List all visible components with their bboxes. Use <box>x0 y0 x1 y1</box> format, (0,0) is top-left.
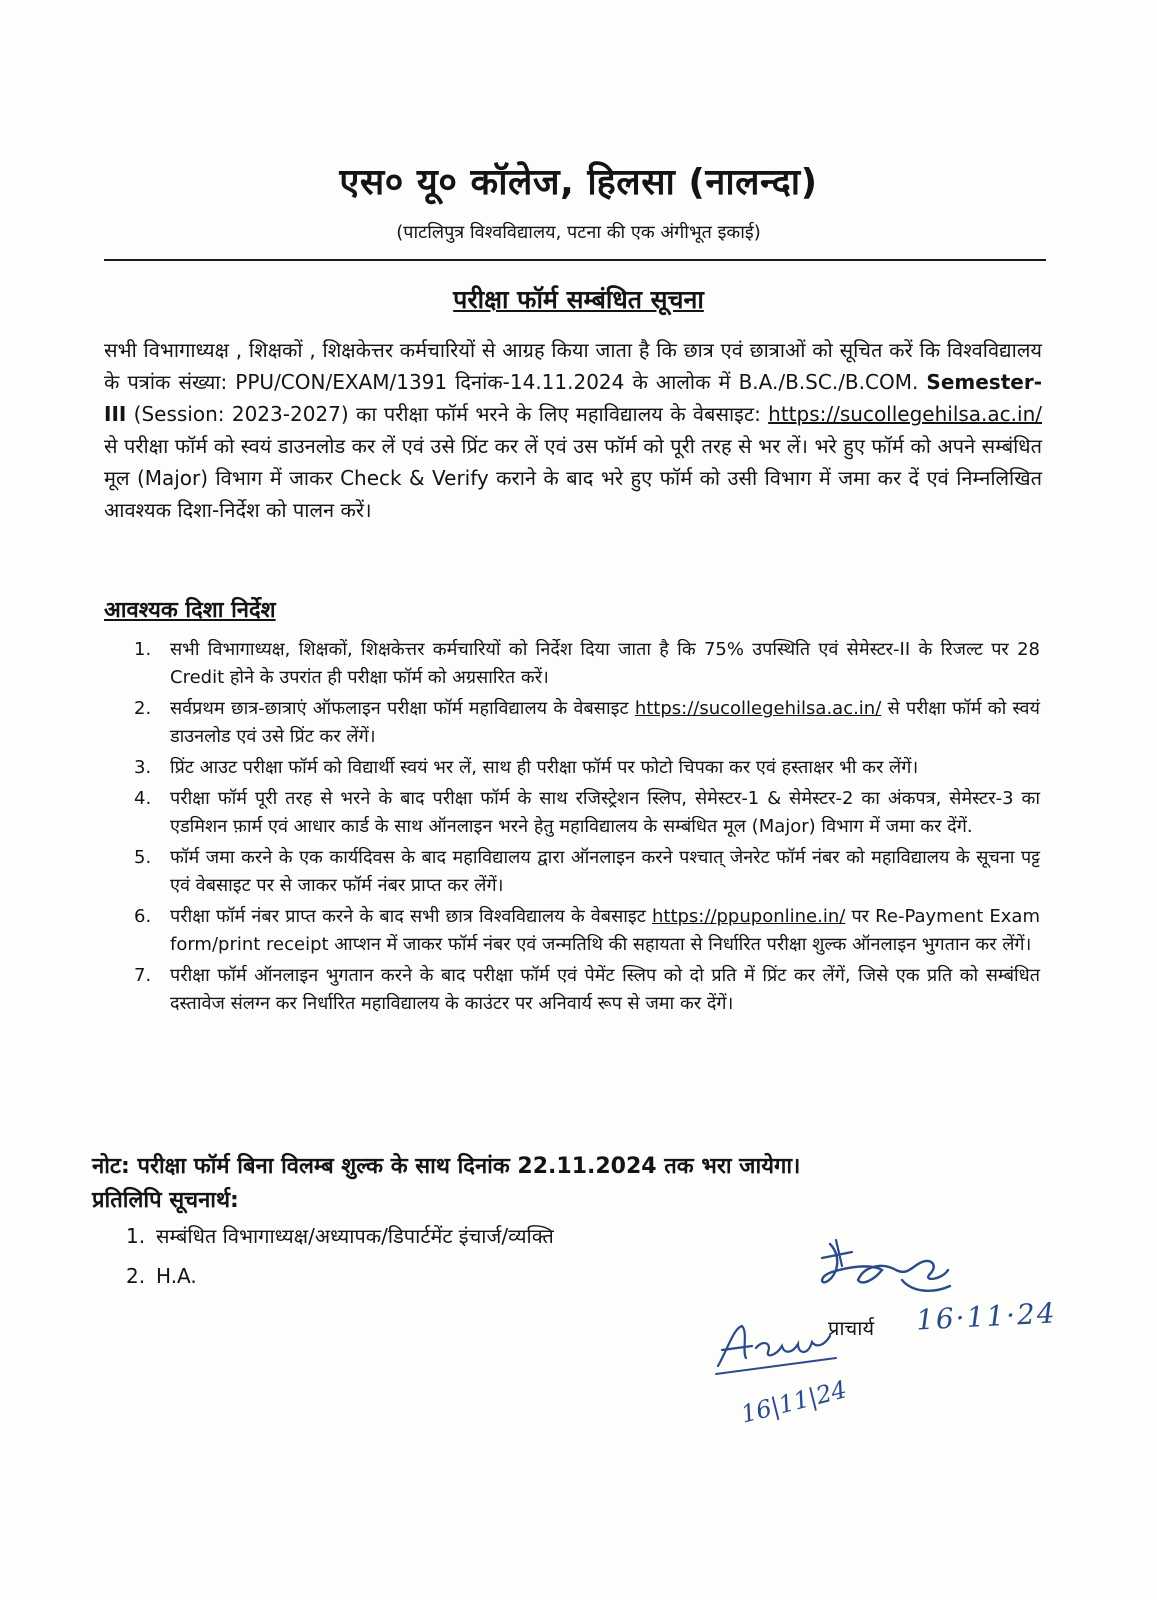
college-website-link[interactable]: https://sucollegehilsa.ac.in/ <box>634 698 882 719</box>
guideline-item <box>134 754 1040 782</box>
clerk-signature <box>712 1318 842 1378</box>
guideline-item <box>134 844 1040 900</box>
intro-semester: Semester-III <box>104 370 1042 426</box>
copy-text: H.A. <box>156 1264 197 1288</box>
copy-number: 2. <box>126 1264 146 1288</box>
copy-heading: प्रतिलिपि सूचनार्थ: <box>92 1188 239 1213</box>
principal-date: 16·11·24 <box>915 1296 1058 1337</box>
header-divider <box>104 259 1046 261</box>
guidelines-list <box>134 636 1040 1021</box>
copy-item <box>126 1216 554 1256</box>
guideline-number: 7. <box>134 965 152 986</box>
guideline-item <box>134 962 1040 1018</box>
guideline-number: 4. <box>134 788 152 809</box>
guideline-number: 5. <box>134 847 152 868</box>
guideline-number: 2. <box>134 698 152 719</box>
college-affiliation: (पाटलिपुत्र विश्वविद्यालय, पटना की एक अंगीभूत इकाई) <box>396 222 761 243</box>
guidelines-heading: आवश्यक दिशा निर्देश <box>104 598 276 623</box>
principal-designation: प्राचार्य <box>828 1316 875 1340</box>
university-website-link[interactable]: https://ppuponline.in/ <box>651 906 846 927</box>
guideline-number: 1. <box>134 639 152 660</box>
guideline-text: सभी विभागाध्यक्ष, शिक्षकों, शिक्षकेत्तर कर्मचारियों को निर्देश दिया जाता है कि 75% उपस्थिति एवं सेमेस्टर-II के रिजल्ट पर 28 Credit होने के उपरांत ही परीक्षा फॉर्म को अग्रसारित करें। <box>170 639 1040 688</box>
guideline-item <box>134 636 1040 692</box>
notice-intro <box>104 334 1042 526</box>
guideline-item <box>134 695 1040 751</box>
principal-signature <box>812 1236 962 1308</box>
guideline-text-after: पर Re-Payment Exam form/print receipt आप्शन में जाकर फॉर्म नंबर एवं जन्मतिथि की सहायता से निर्धारित परीक्षा शुल्क ऑनलाइन भुगतान कर लेंगें। <box>170 906 1040 955</box>
guideline-number: 3. <box>134 757 152 778</box>
guideline-text: प्रिंट आउट परीक्षा फॉर्म को विद्यार्थी स्वयं भर लें, साथ ही परीक्षा फॉर्म पर फोटो चिपका कर एवं हस्ताक्षर भी कर लेंगें। <box>170 757 919 778</box>
guideline-item <box>134 785 1040 841</box>
copy-text: सम्बंधित विभागाध्यक्ष/अध्यापक/डिपार्टमेंट इंचार्ज/व्यक्ति <box>156 1224 554 1248</box>
intro-text-1: सभी विभागाध्यक्ष , शिक्षकों , शिक्षकेत्तर कर्मचारियों से आग्रह किया जाता है कि छात्र एवं छात्राओं को सूचित करें कि विश्वविद्यालय के पत्रांक संख्या: PPU/CON/EXAM/1391 दिनांक-14.11.2024 के आलोक में B.A./B.SC./B.COM. <box>104 338 1042 394</box>
guideline-text-after: से परीक्षा फॉर्म को स्वयं डाउनलोड एवं उसे प्रिंट कर लेंगें। <box>170 698 1040 747</box>
copy-item <box>126 1256 554 1296</box>
intro-text-2: (Session: 2023-2027) का परीक्षा फॉर्म भरने के लिए महाविद्यालय के वेबसाइट: <box>126 402 769 426</box>
clerk-date: 16|11|24 <box>738 1375 850 1429</box>
guideline-text: सर्वप्रथम छात्र-छात्राएं ऑफलाइन परीक्षा फॉर्म महाविद्यालय के वेबसाइट <box>170 698 635 719</box>
guideline-text: परीक्षा फॉर्म पूरी तरह से भरने के बाद परीक्षा फॉर्म के साथ रजिस्ट्रेशन स्लिप, सेमेस्टर-1 & सेमेस्टर-2 का अंकपत्र, सेमेस्टर-3 का एडमिशन फ़ार्म एवं आधार कार्ड के साथ ऑनलाइन भरने हेतु महाविद्यालय के सम्बंधित मूल (Major) विभाग में जमा कर देंगें. <box>170 788 1040 837</box>
guideline-item <box>134 903 1040 959</box>
guideline-number: 6. <box>134 906 152 927</box>
copy-number: 1. <box>126 1224 146 1248</box>
copy-list <box>126 1216 554 1296</box>
guideline-text: परीक्षा फॉर्म ऑनलाइन भुगतान करने के बाद परीक्षा फॉर्म एवं पेमेंट स्लिप को दो प्रति में प्रिंट कर लेंगें, जिसे एक प्रति को सम्बंधित दस्तावेज संलग्न कर निर्धारित महाविद्यालय के काउंटर पर अनिवार्य रूप से जमा कर देंगें। <box>170 965 1040 1014</box>
guideline-text: फॉर्म जमा करने के एक कार्यदिवस के बाद महाविद्यालय द्वारा ऑनलाइन करने पश्चात् जेनरेट फॉर्म नंबर को महाविद्यालय के सूचना पट्ट एवं वेबसाइट पर से जाकर फॉर्म नंबर प्राप्त कर लेंगें। <box>170 847 1040 896</box>
guideline-text: परीक्षा फॉर्म नंबर प्राप्त करने के बाद सभी छात्र विश्वविद्यालय के वेबसाइट <box>170 906 652 927</box>
intro-text-3: से परीक्षा फॉर्म को स्वयं डाउनलोड कर लें एवं उसे प्रिंट कर लें एवं उस फॉर्म को पूरी तरह से भर लें। भरे हुए फॉर्म को अपने सम्बंधित मूल (Major) विभाग में जाकर Check & Verify कराने के बाद भरे हुए फॉर्म को उसी विभाग में जमा कर दें एवं निम्नलिखित आवश्यक दिशा-निर्देश को पालन करें। <box>104 434 1042 522</box>
notice-heading: परीक्षा फॉर्म सम्बंधित सूचना <box>453 285 704 314</box>
college-name: एस० यू० कॉलेज, हिलसा (नालन्दा) <box>339 162 818 203</box>
deadline-note: नोट: परीक्षा फॉर्म बिना विलम्ब शुल्क के साथ दिनांक 22.11.2024 तक भरा जायेगा। <box>92 1154 801 1179</box>
college-website-link[interactable]: https://sucollegehilsa.ac.in/ <box>768 402 1042 426</box>
